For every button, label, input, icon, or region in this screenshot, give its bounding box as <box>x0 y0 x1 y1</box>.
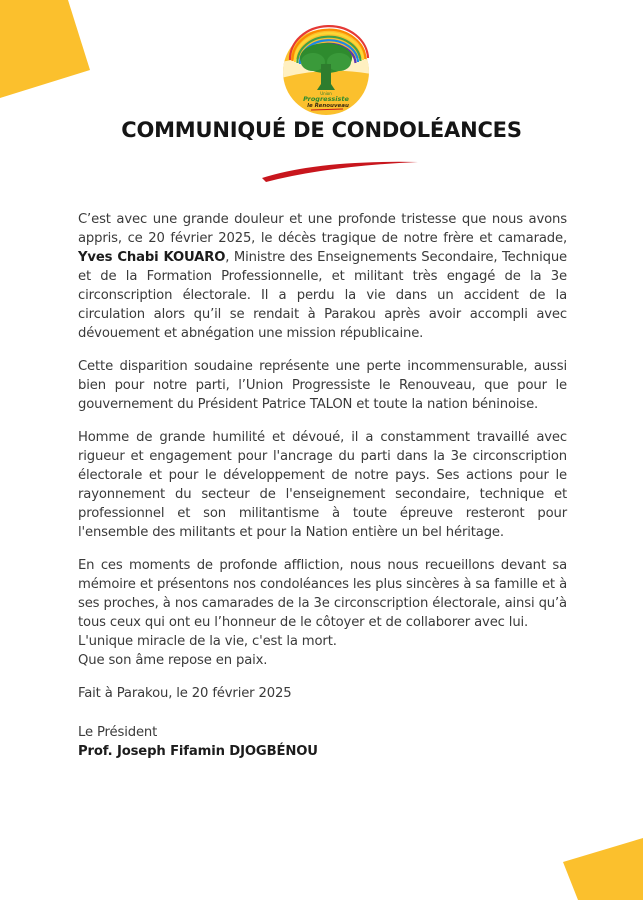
signatory-role: Le Président <box>78 725 158 740</box>
deceased-name: Yves Chabi KOUARO <box>78 250 226 265</box>
closing-line-repose: Que son âme repose en paix. <box>78 653 268 668</box>
party-logo-icon <box>281 22 371 116</box>
signature-block <box>78 723 567 761</box>
paragraph-1-rest: , Ministre des Enseignements Secondaire, Technique et de la Formation Professionnelle, et militant très engagé de la 3e circonscription électorale. Il a perdu la vie dans un accident de la circulation alors qu’il se rendait à Parakou après avoir accompli avec dévouement et abnégation une mission républicaine. <box>78 250 567 341</box>
logo-text-renouveau: le Renouveau <box>307 103 349 109</box>
paragraph-4 <box>78 556 567 670</box>
logo-text-union: Union <box>320 91 332 96</box>
signatory-name: Prof. Joseph Fifamin DJOGBÉNOU <box>78 744 318 759</box>
paragraph-1 <box>78 210 567 343</box>
paragraph-1-intro: C’est avec une grande douleur et une profonde tristesse que nous avons appris, ce 20 février 2025, le décès tragique de notre frère et camarade, <box>78 212 567 246</box>
paragraph-3: Homme de grande humilité et dévoué, il a constamment travaillé avec rigueur et engagement pour l'ancrage du parti dans la 3e circonscription électorale et pour le développement de notre pays. Ses actions pour le rayonnement du secteur de l'enseignement secondaire, technique et professionnel et son militantisme à toute épreuve resteront pour l'ensemble des militants et pour la Nation entière un bel héritage. <box>78 430 567 540</box>
paragraph-2: Cette disparition soudaine représente une perte incommensurable, aussi bien pour notre parti, l’Union Progressiste le Renouveau, que pour le gouvernement du Président Patrice TALON et toute la nation béninoise. <box>78 359 567 412</box>
closing-line-miracle: L'unique miracle de la vie, c'est la mort. <box>78 634 337 649</box>
paragraph-4-main: En ces moments de profonde affliction, nous nous recueillons devant sa mémoire et présentons nos condoléances les plus sincères à sa famille et à ses proches, à nos camarades de la 3e circonscription électorale, ainsi qu’à tous ceux qui ont eu l’honneur de le côtoyer et de collaborer avec lui. <box>78 558 567 630</box>
document-body <box>78 210 567 775</box>
corner-decoration-top-left <box>0 0 100 100</box>
logo-text-progressiste: Progressiste <box>303 95 349 103</box>
place-and-date: Fait à Parakou, le 20 février 2025 <box>78 686 292 701</box>
document-title: COMMUNIQUÉ DE CONDOLÉANCES <box>121 118 522 142</box>
red-swoosh-decoration <box>258 156 423 184</box>
corner-decoration-bottom-right <box>553 810 643 900</box>
